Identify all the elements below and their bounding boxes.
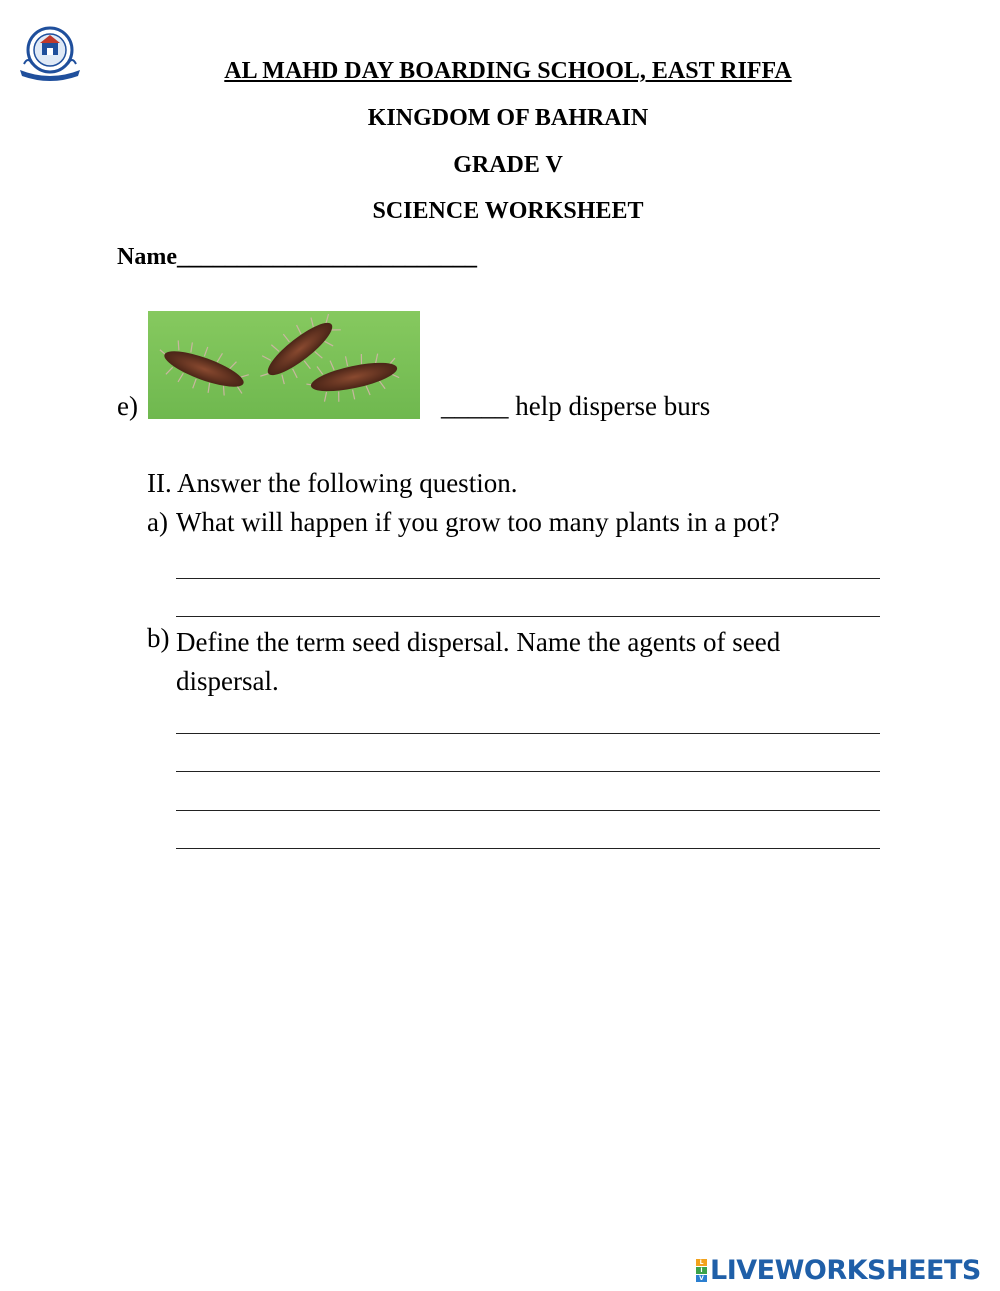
burs-image xyxy=(148,311,420,419)
question-e-marker: e) xyxy=(117,391,138,421)
answer-line[interactable] xyxy=(176,810,880,811)
question-e-statement: help disperse burs xyxy=(515,391,711,421)
brand-blocks-icon xyxy=(696,1259,707,1282)
burs-seeds-icon xyxy=(148,311,420,419)
question-b-text: Define the term seed dispersal. Name the agents of seed dispersal. xyxy=(176,627,781,696)
country-name: KINGDOM OF BAHRAIN xyxy=(367,105,649,131)
question-b-marker: b) xyxy=(147,623,170,653)
worksheet-title: SCIENCE WORKSHEET xyxy=(372,198,644,224)
name-label: Name xyxy=(117,244,177,270)
grade-label: GRADE V xyxy=(453,152,563,178)
liveworksheets-brand xyxy=(696,1254,981,1286)
section-title: II. Answer the following question. xyxy=(147,468,518,498)
question-a-text: What will happen if you grow too many plants in a pot? xyxy=(176,507,780,537)
brand-block: L xyxy=(696,1259,707,1266)
brand-text: LIVEWORKSHEETS xyxy=(710,1254,981,1286)
name-field[interactable] xyxy=(117,244,477,271)
name-blank[interactable]: _________________________ xyxy=(176,244,477,270)
answer-line[interactable] xyxy=(176,578,880,579)
answer-line[interactable] xyxy=(176,616,880,617)
school-name: AL MAHD DAY BOARDING SCHOOL, EAST RIFFA xyxy=(224,58,792,84)
question-a-marker: a) xyxy=(147,507,168,537)
brand-block: V xyxy=(696,1275,707,1282)
question-e-blank[interactable]: _____ xyxy=(441,391,509,421)
question-e-text xyxy=(441,391,710,422)
answer-line[interactable] xyxy=(176,848,880,849)
brand-block: I xyxy=(696,1267,707,1274)
answer-line[interactable] xyxy=(176,771,880,772)
answer-line[interactable] xyxy=(176,733,880,734)
